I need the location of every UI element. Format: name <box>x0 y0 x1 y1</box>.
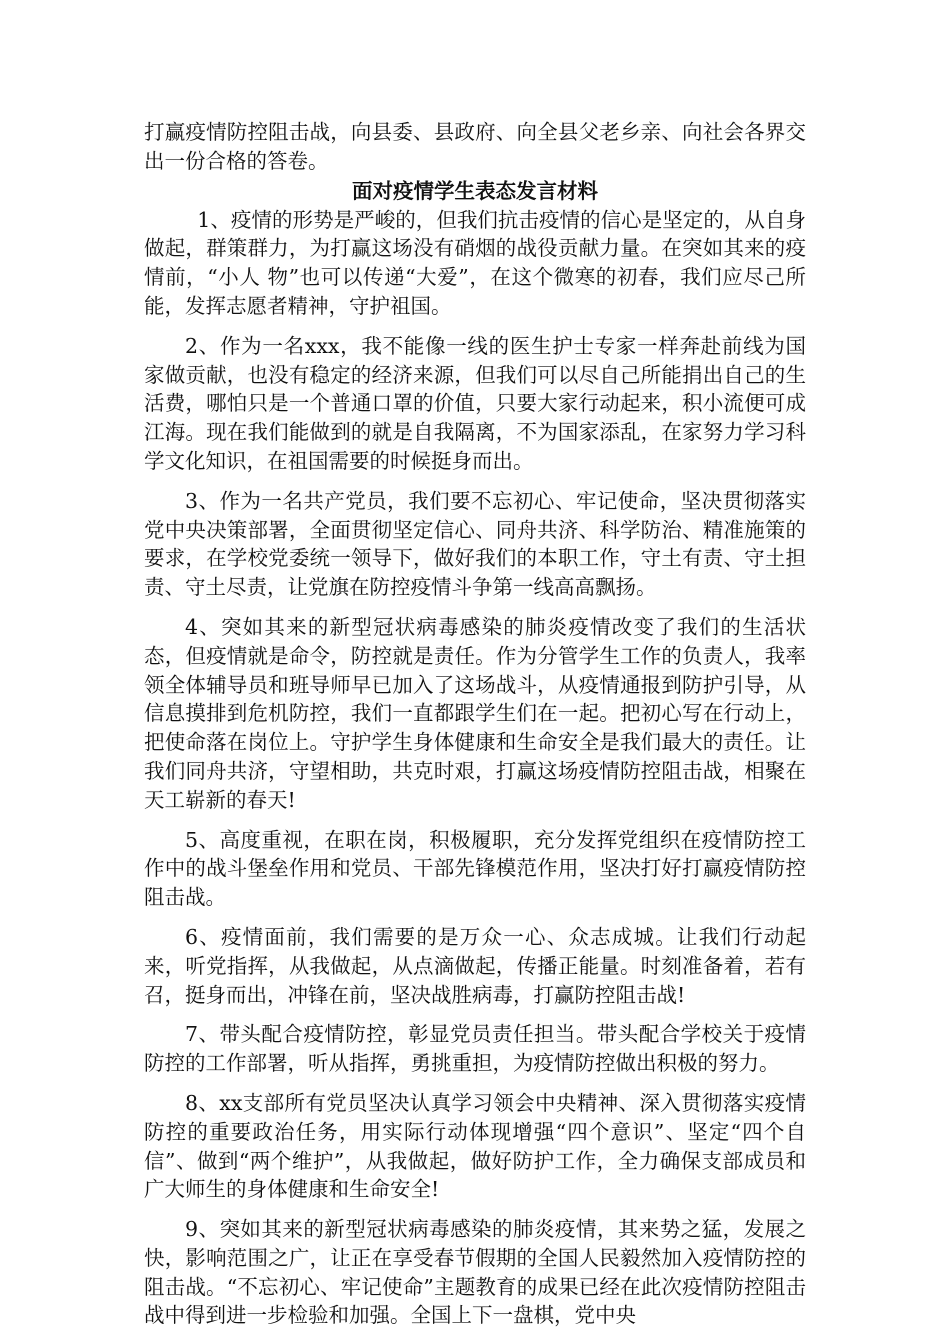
paragraph-8: 8、xx支部所有党员坚决认真学习领会中央精神、深入贯彻落实疫情防控的重要政治任务，用实际行动体现增强“四个意识”、坚定“四个自信”、做到“两个维护”，从我做起，做好防护工作，全力确保支部成员和广大师生的身体健康和生命安全! <box>144 1090 806 1202</box>
paragraph-7: 7、带头配合疫情防控，彰显党员责任担当。带头配合学校关于疫情防控的工作部署，听从指挥，勇挑重担，为疫情防控做出积极的努力。 <box>144 1022 806 1076</box>
paragraph-5: 5、高度重视，在职在岗，积极履职，充分发挥党组织在疫情防控工作中的战斗堡垒作用和党员、干部先锋模范作用，坚决打好打赢疫情防控阻击战。 <box>144 827 806 910</box>
paragraph-3: 3、作为一名共产党员，我们要不忘初心、牢记使命，坚决贯彻落实党中央决策部署，全面贯彻坚定信心、同舟共济、科学防治、精准施策的要求，在学校党委统一领导下，做好我们的本职工作，守土有责、守土担责、守土尽责，让党旗在防控疫情斗争第一线高高飘扬。 <box>144 488 806 600</box>
paragraph-1: 1、疫情的形势是严峻的，但我们抗击疫情的信心是坚定的，从自身做起，群策群力，为打赢这场没有硝烟的战役贡献力量。在突如其来的疫情前，“小人 物”也可以传递“大爱”，在这个微寒的初春，我们应尽己所能，发挥志愿者精神，守护祖国。 <box>144 207 806 318</box>
paragraph-9: 9、突如其来的新型冠状病毒感染的肺炎疫情，其来势之猛，发展之快，影响范围之广，让正在享受春节假期的全国人民毅然加入疫情防控的阻击战。“不忘初心、牢记使命”主题教育的成果已经在此次疫情防控阻击战中得到进一步检验和加强。全国上下一盘棋，党中央 <box>144 1217 806 1328</box>
paragraph-4: 4、突如其来的新型冠状病毒感染的肺炎疫情改变了我们的生活状态，但疫情就是命令，防控就是责任。作为分管学生工作的负责人，我率领全体辅导员和班导师早已加入了这场战斗，从疫情通报到防护引导，从信息摸排到危机防控，我们一直都跟学生们在一起。把初心写在行动上，把使命落在岗位上。守护学生身体健康和生命安全是我们最大的责任。让我们同舟共济，守望相助，共克时艰，打赢这场疫情防控阻击战，相聚在天工崭新的春天! <box>144 614 806 812</box>
paragraph-2: 2、作为一名xxx，我不能像一线的医生护士专家一样奔赴前线为国家做贡献，也没有稳定的经济来源，但我们可以尽自己所能捐出自己的生活费，哪怕只是一个普通口罩的价值，只要大家行动起来，积小流便可成江海。现在我们能做到的就是自我隔离，不为国家添乱，在家努力学习科学文化知识，在祖国需要的时候挺身而出。 <box>144 333 806 473</box>
paragraph-6: 6、疫情面前，我们需要的是万众一心、众志成城。让我们行动起来，听党指挥，从我做起，从点滴做起，传播正能量。时刻准备着，若有召，挺身而出，冲锋在前，坚决战胜病毒，打赢防控阻击战! <box>144 924 806 1007</box>
document-title: 面对疫情学生表态发言材料 <box>352 178 598 203</box>
lead-paragraph: 打赢疫情防控阻击战，向县委、县政府、向全县父老乡亲、向社会各界交出一份合格的答卷。 <box>144 120 806 173</box>
document-page <box>144 118 806 1341</box>
